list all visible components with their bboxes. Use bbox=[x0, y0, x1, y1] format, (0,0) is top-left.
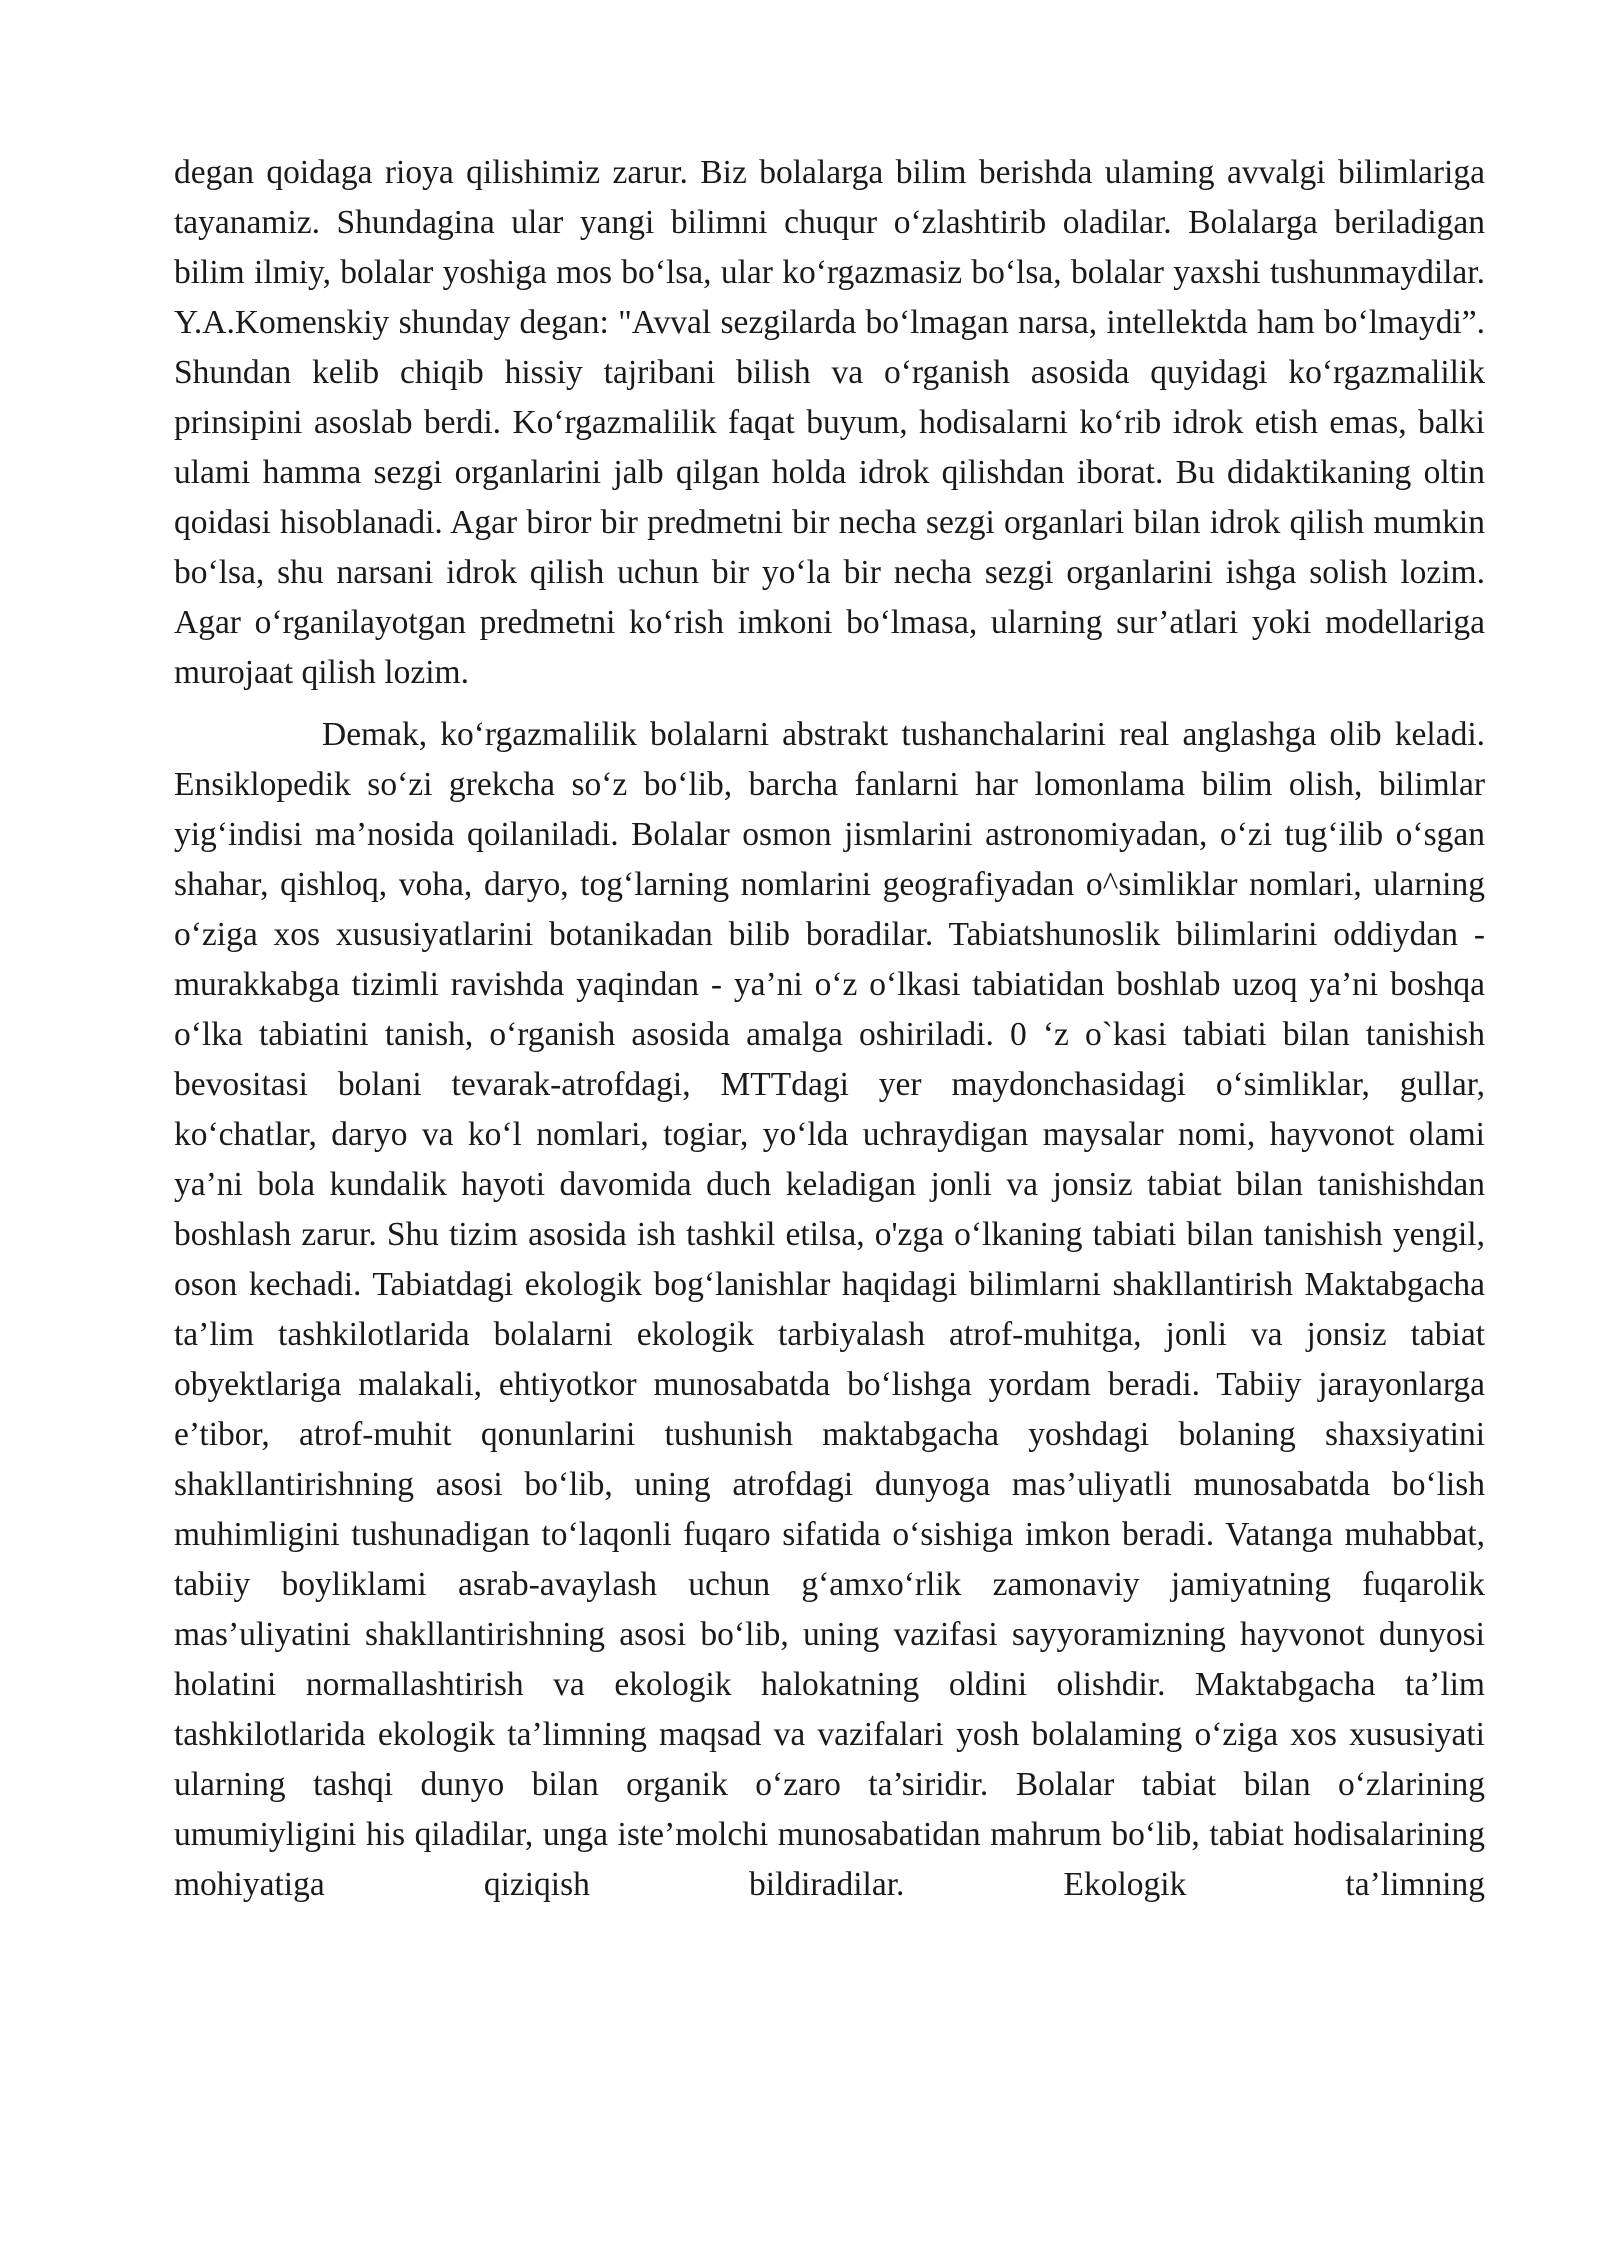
paragraph-1: degan qoidaga rioya qilishimiz zarur. Biz bolalarga bilim berishda ulaming avvalgi bilimlariga tayanamiz. Shundagina ular yangi bilimni chuqur o‘zlashtirib oladilar. Bolalarga beriladigan bilim ilmiy, bolalar yoshiga mos bo‘lsa, ular ko‘rgazmasiz bo‘lsa, bolalar yaxshi tushunmaydilar. Y.A.Komenskiy shunday degan: "Avval sezgilarda bo‘lmagan narsa, intellektda ham bo‘lmaydi”. Shundan kelib chiqib hissiy tajribani bilish va o‘rganish asosida quyidagi ko‘rgazmalilik prinsipini asoslab berdi. Ko‘rgazmalilik faqat buyum, hodisalarni ko‘rib idrok etish emas, balki ulami hamma sezgi organlarini jalb qilgan holda idrok qilishdan iborat. Bu didaktikaning oltin qoidasi hisoblanadi. Agar biror bir predmetni bir necha sezgi organlari bilan idrok qilish mumkin bo‘lsa, shu narsani idrok qilish uchun bir yo‘la bir necha sezgi organlarini ishga solish lozim. Agar o‘rganilayotgan predmetni ko‘rish imkoni bo‘lmasa, ularning sur’atlari yoki modellariga murojaat qilish lozim. bbox=[174, 154, 1485, 691]
paragraph-2: Demak, ko‘rgazmalilik bolalarni abstrakt tushanchalarini real anglashga olib keladi. Ensiklopedik so‘zi grekcha so‘z bo‘lib, barcha fanlarni har lomonlama bilim olish, bilimlar yig‘indisi ma’nosida qoilaniladi. Bolalar osmon jismlarini astronomiyadan, o‘zi tug‘ilib o‘sgan shahar, qishloq, voha, daryo, tog‘larning nomlarini geografiyadan o^simliklar nomlari, ularning o‘ziga xos xususiyatlarini botanikadan bilib boradilar. Tabiatshunoslik bilimlarini oddiydan - murakkabga tizimli ravishda yaqindan - ya’ni o‘z o‘lkasi tabiatidan boshlab uzoq ya’ni boshqa o‘lka tabiatini tanish, o‘rganish asosida amalga oshiriladi. 0 ‘z o`kasi tabiati bilan tanishish bevositasi bolani tevarak-atrofdagi, MTTdagi yer maydonchasidagi o‘simliklar, gullar, ko‘chatlar, daryo va ko‘l nomlari, togiar, yo‘lda uchraydigan maysalar nomi, hayvonot olami ya’ni bola kundalik hayoti davomida duch keladigan jonli va jonsiz tabiat bilan tanishishdan boshlash zarur. Shu tizim asosida ish tashkil etilsa, o'zga o‘lkaning tabiati bilan tanishish yengil, oson kechadi. Tabiatdagi ekologik bog‘lanishlar haqidagi bilimlarni shakllantirish Maktabgacha ta’lim tashkilotlarida bolalarni ekologik tarbiyalash atrof-muhitga, jonli va jonsiz tabiat obyektlariga malakali, ehtiyotkor munosabatda bo‘lishga yordam beradi. Tabiiy jarayonlarga e’tibor, atrof-muhit qonunlarini tushunish maktabgacha yoshdagi bolaning shaxsiyatini shakllantirishning asosi bo‘lib, uning atrofdagi dunyoga mas’uliyatli munosabatda bo‘lish muhimligini tushunadigan to‘laqonli fuqaro sifatida o‘sishiga imkon beradi. Vatanga muhabbat, tabiiy boyliklami asrab-avaylash uchun g‘amxo‘rlik zamonaviy jamiyatning fuqarolik mas’uliyatini shakllantirishning asosi bo‘lib, uning vazifasi sayyoramizning hayvonot dunyosi holatini normallashtirish va ekologik halokatning oldini olishdir. Maktabgacha ta’lim tashkilotlarida ekologik ta’limning maqsad va vazifalari yosh bolalaming o‘ziga xos xususiyati ularning tashqi dunyo bilan organik o‘zaro ta’siridir. Bolalar tabiat bilan o‘zlarining umumiyligini his qiladilar, unga iste’molchi munosabatidan mahrum bo‘lib, tabiat hodisalarining mohiyatiga qiziqish bildiradilar. Ekologik ta’limning bbox=[174, 716, 1485, 1903]
